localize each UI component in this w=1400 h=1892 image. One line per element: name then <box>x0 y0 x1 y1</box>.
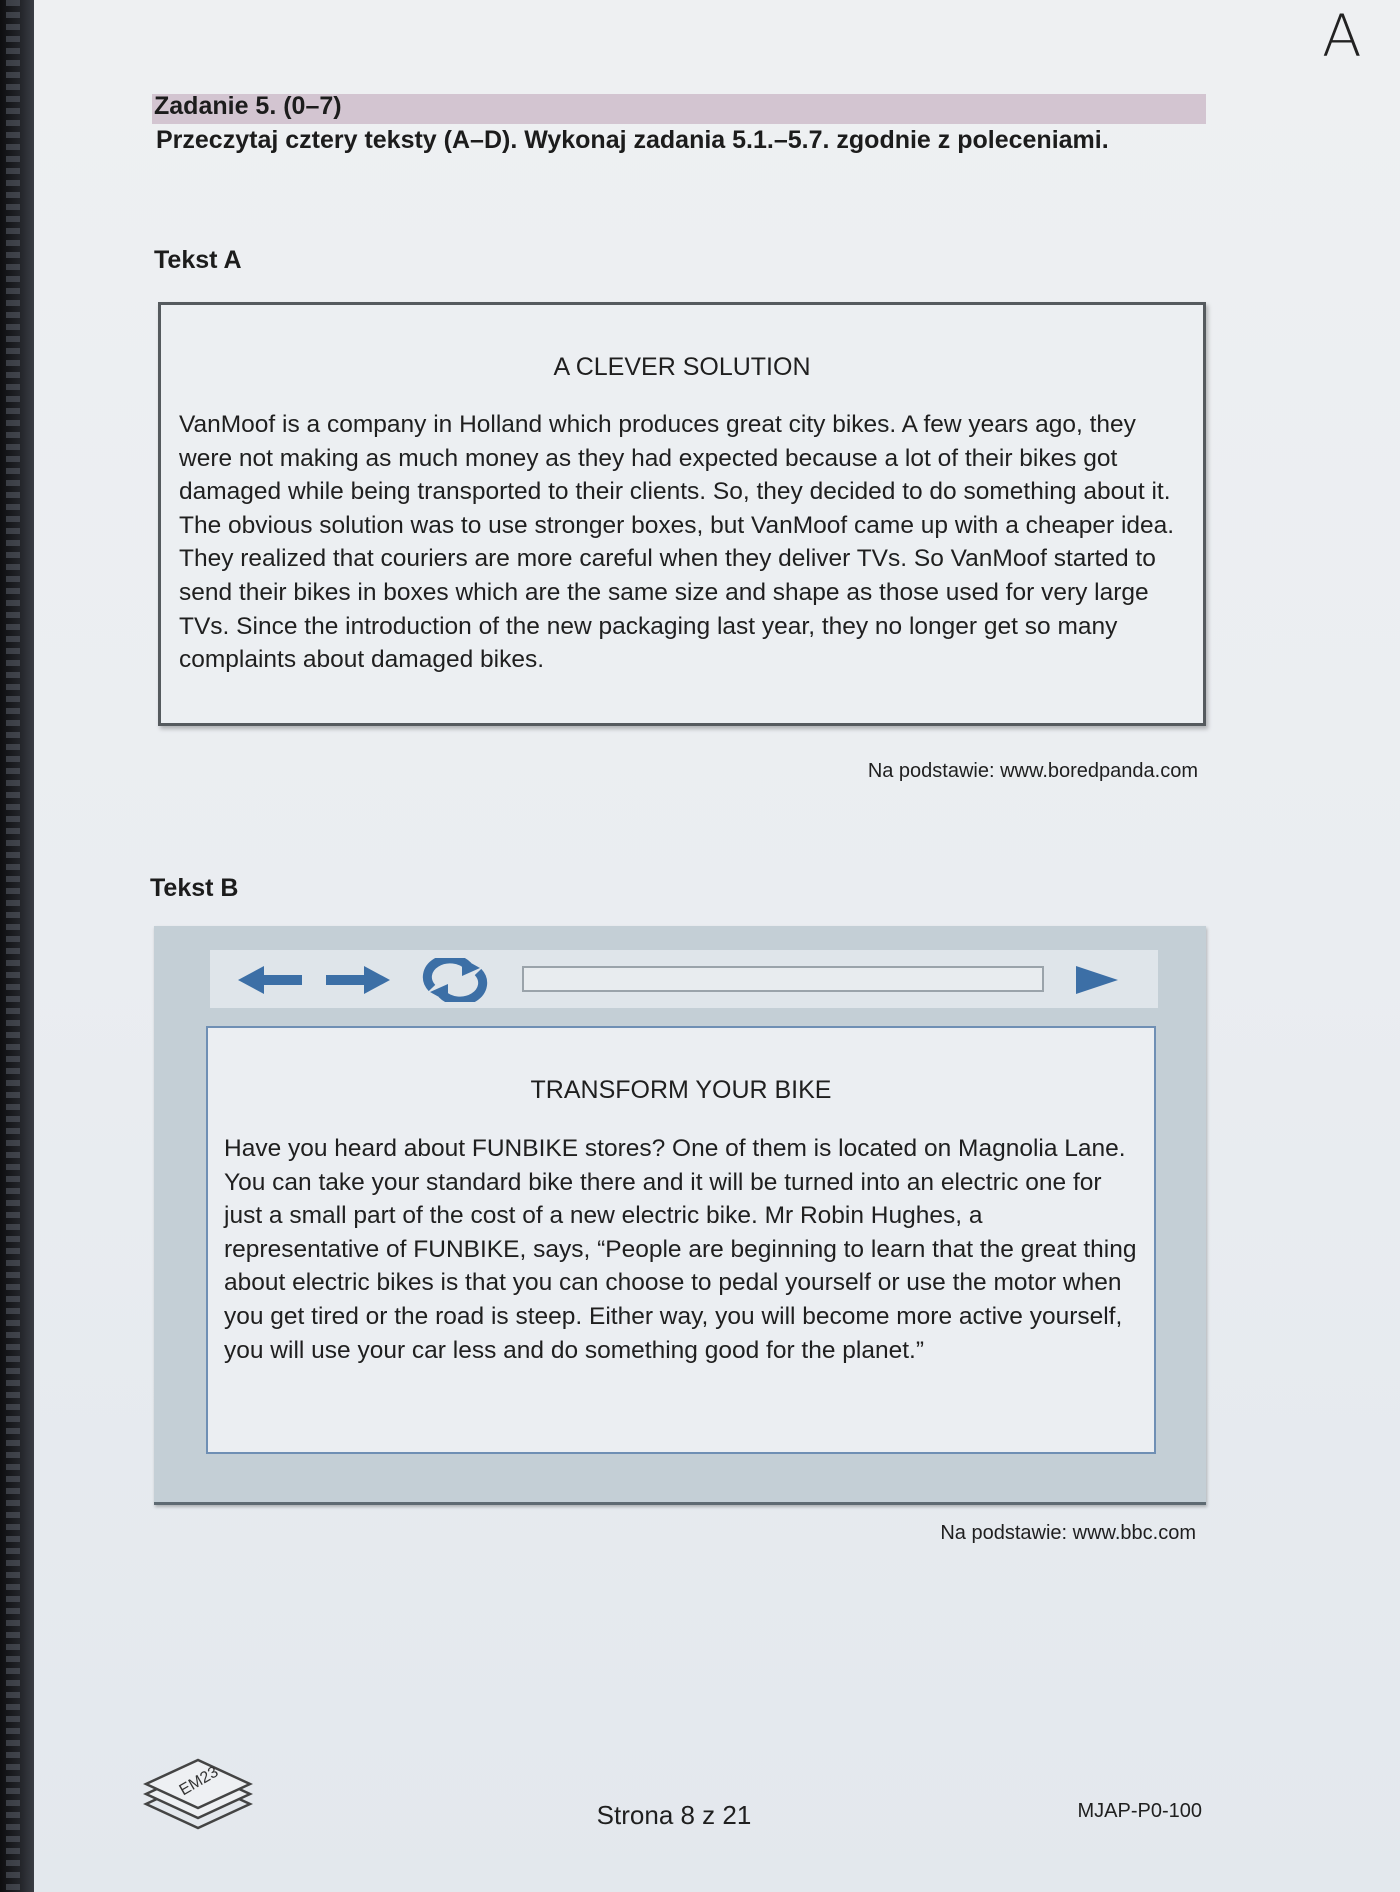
browser-mockup <box>154 926 1206 1505</box>
text-b-title: TRANSFORM YOUR BIKE <box>530 1076 832 1104</box>
text-a-title: A CLEVER SOLUTION <box>553 353 811 381</box>
go-arrow-icon[interactable] <box>1076 964 1120 1001</box>
exam-logo-icon <box>140 1748 256 1837</box>
task-title: Zadanie 5. (0–7) <box>154 92 342 120</box>
refresh-icon[interactable] <box>418 958 492 1007</box>
text-a-box <box>158 302 1206 726</box>
text-b-body: Have you heard about FUNBIKE stores? One of them is located on Magnolia Lane. You can take your standard bike there and it will be turned into an electric one for just a small part of the cost of a new electric bike. Mr Robin Hughes, a representative of FUNBIKE, says, “People are beginning to learn that the great thing about electric bikes is that you can choose to pedal yourself or use the motor when you get tired or the road is steep. Either way, you will become more active yourself, you will use your car less and do something good for the planet.” <box>224 1135 1137 1364</box>
text-a-label: Tekst A <box>154 246 242 274</box>
handwritten-corner-mark: A <box>1322 2 1362 70</box>
binder-edge <box>0 0 34 1892</box>
logo-text: EM23 <box>176 1763 222 1800</box>
task-instruction: Przeczytaj cztery teksty (A–D). Wykonaj zadania 5.1.–5.7. zgodnie z poleceniami. <box>156 126 1109 154</box>
address-bar[interactable] <box>522 966 1044 992</box>
browser-content <box>206 1026 1156 1454</box>
back-arrow-icon[interactable] <box>238 964 304 1001</box>
text-a-body: VanMoof is a company in Holland which produces great city bikes. A few years ago, they were not making as much money as they had expected because a lot of their bikes got damaged while being transported to their clients. So, they decided to do something about it. The obvious solution was to use stronger boxes, but VanMoof came up with a cheaper idea. They realized that couriers are more careful when they deliver TVs. So VanMoof started to send their bikes in boxes which are the same size and shape as those used for very large TVs. Since the introduction of the new packaging last year, they no longer get so many complaints about damaged bikes. <box>179 411 1175 674</box>
text-a-source: Na podstawie: www.boredpanda.com <box>867 760 1198 782</box>
text-b-source: Na podstawie: www.bbc.com <box>940 1522 1196 1544</box>
browser-toolbar <box>210 950 1158 1008</box>
exam-code: MJAP-P0-100 <box>1077 1800 1202 1822</box>
text-b-label: Tekst B <box>150 874 239 902</box>
exam-page <box>34 0 1400 1892</box>
page-number: Strona 8 z 21 <box>596 1800 752 1830</box>
forward-arrow-icon[interactable] <box>324 964 390 1001</box>
